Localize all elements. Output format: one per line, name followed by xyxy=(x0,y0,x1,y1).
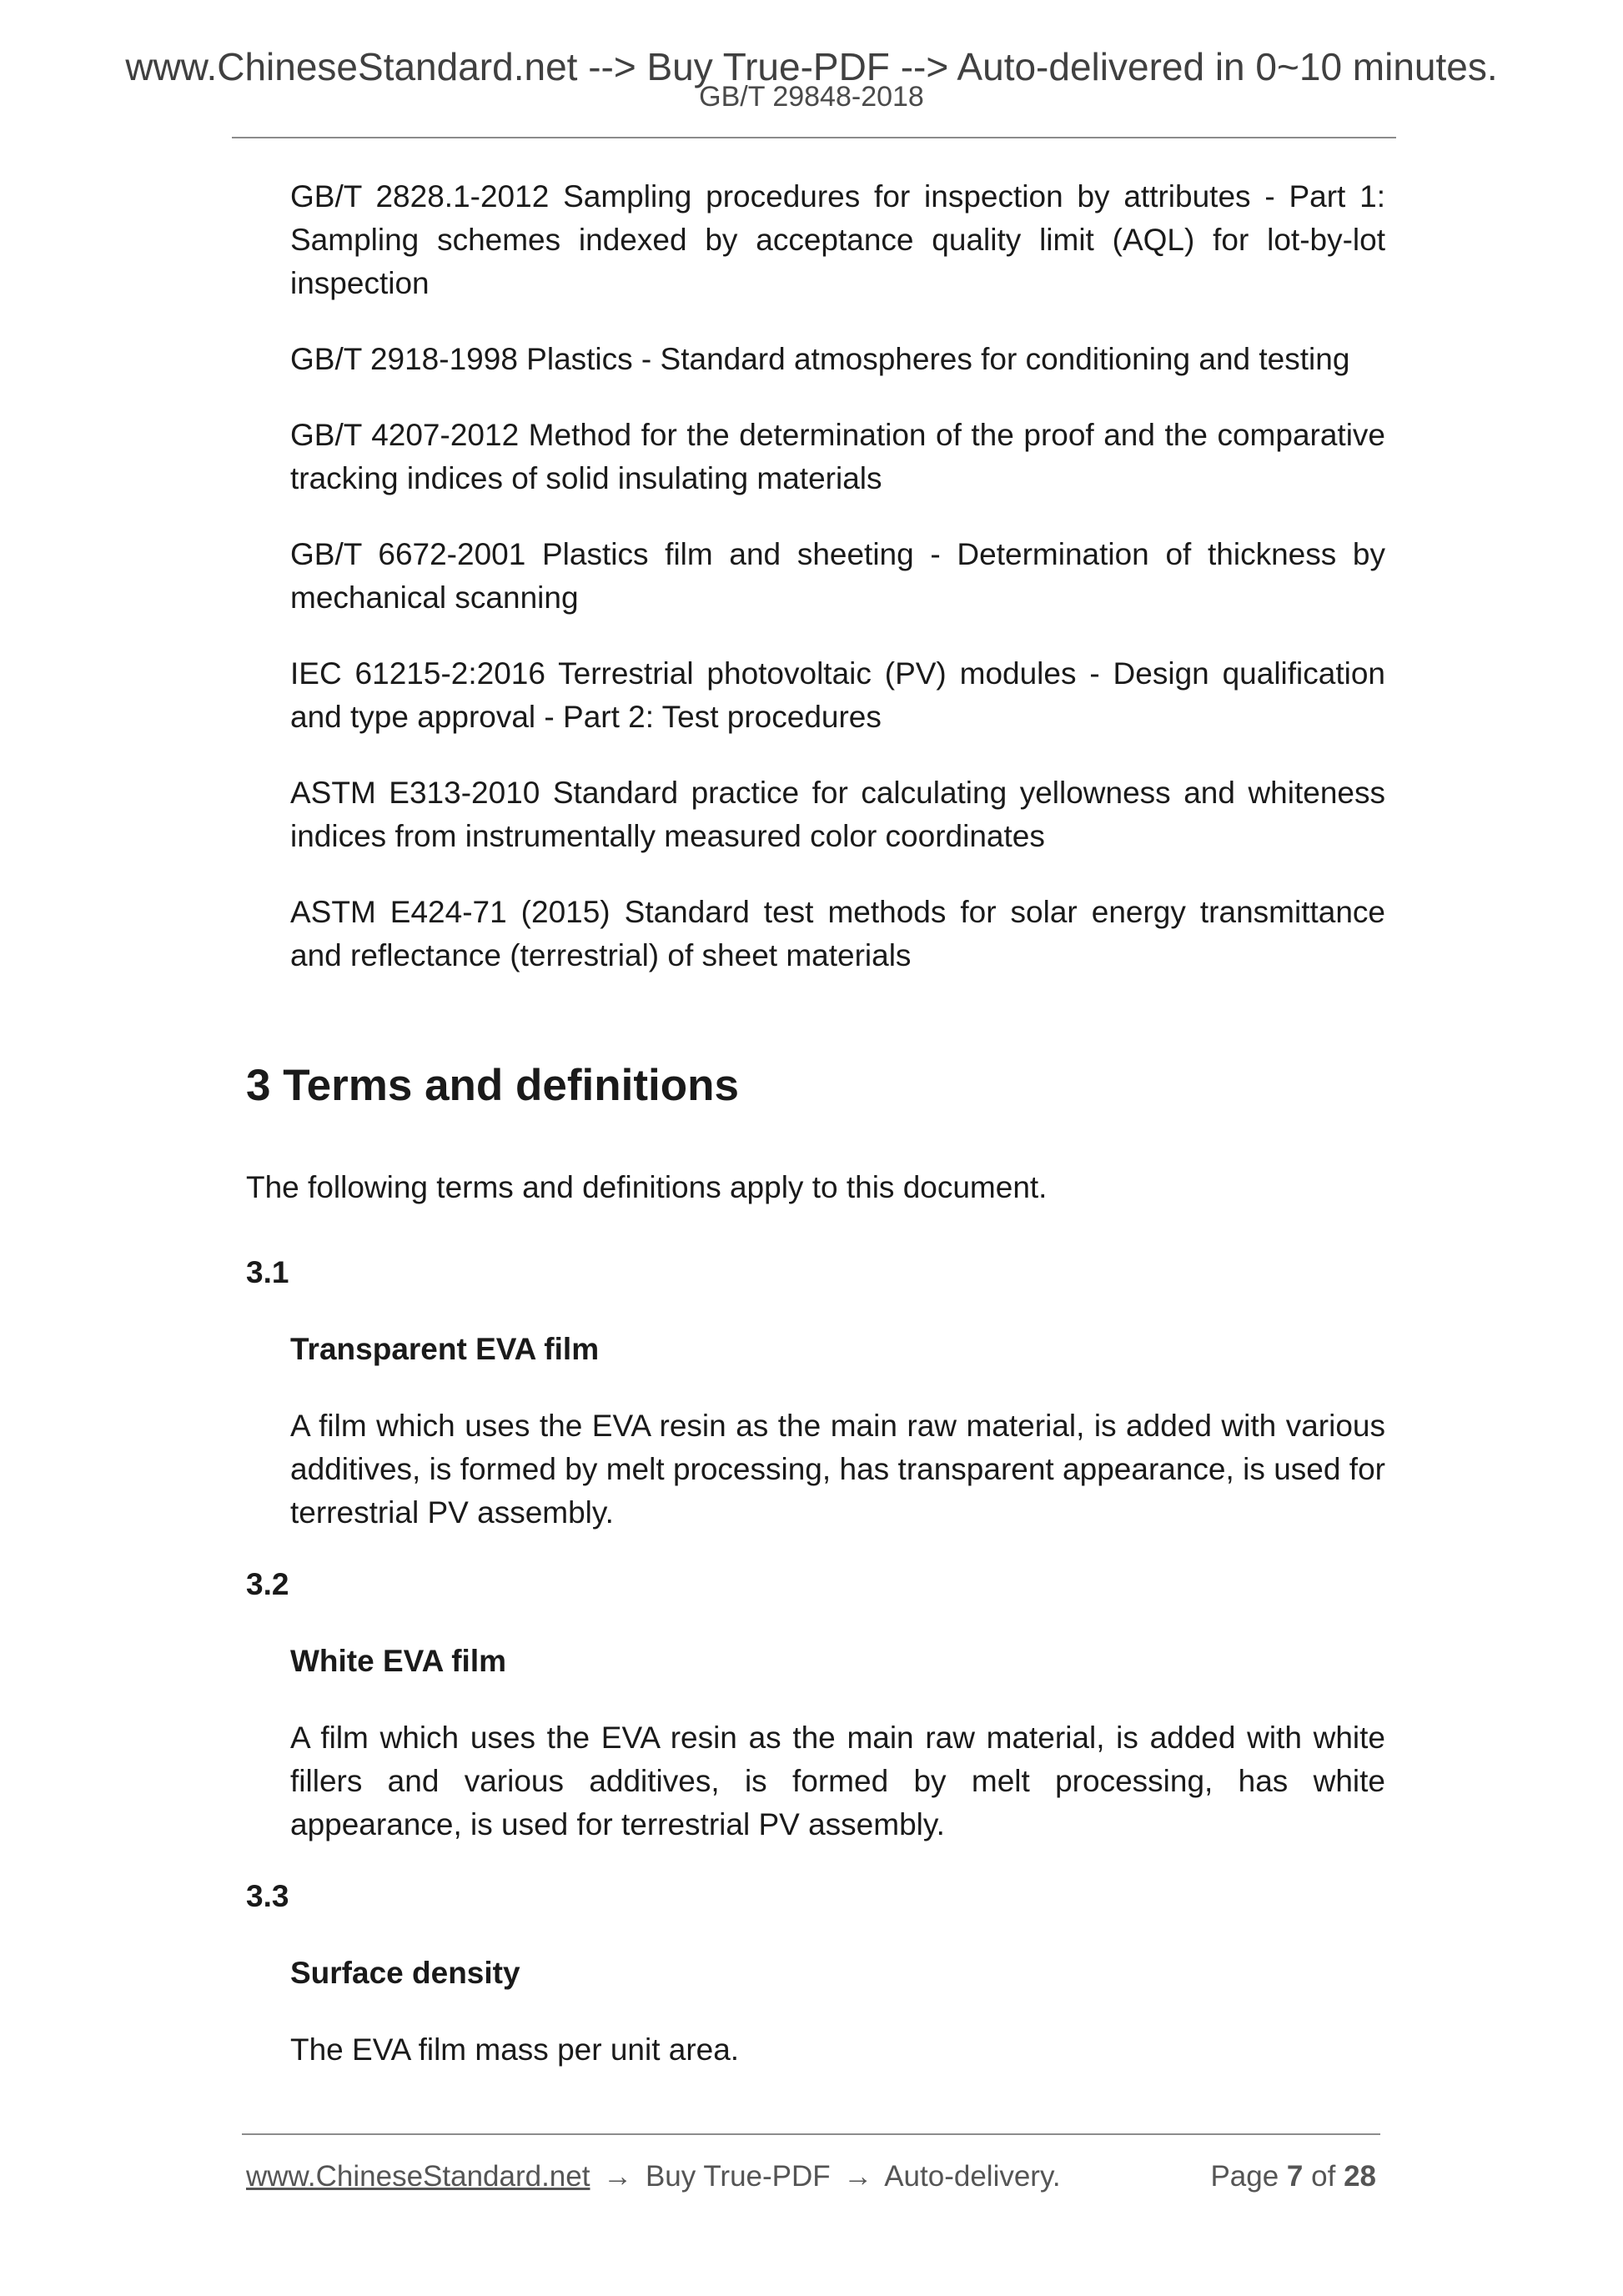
section-heading: 3 Terms and definitions xyxy=(246,1061,739,1110)
term-number: 3.3 xyxy=(246,1879,289,1913)
footer-divider xyxy=(242,2133,1380,2135)
reference-item: GB/T 6672-2001 Plastics film and sheeting - Determination of thickness by mechanical scanning xyxy=(290,537,1385,615)
section-intro: The following terms and definitions apply to this document. xyxy=(246,1170,1048,1204)
term-name: Surface density xyxy=(290,1956,520,1990)
document-code: GB/T 29848-2018 xyxy=(699,81,924,113)
page-current: 7 xyxy=(1286,2160,1304,2193)
term-number: 3.2 xyxy=(246,1567,289,1601)
footer-site-link[interactable]: www.ChineseStandard.net xyxy=(246,2160,590,2193)
arrow-right-icon: → xyxy=(843,2160,873,2193)
reference-item: ASTM E313-2010 Standard practice for calculating yellowness and whiteness indices from instrumentally measured color coordinates xyxy=(290,776,1385,853)
term-definition: A film which uses the EVA resin as the main raw material, is added with white fillers and various additives, is formed by melt processing, has white appearance, is used for terrestrial PV assembly. xyxy=(290,1721,1385,1841)
arrow-right-icon: → xyxy=(603,2160,633,2193)
reference-item: IEC 61215-2:2016 Terrestrial photovoltaic (PV) modules - Design qualification and type approval - Part 2: Test procedures xyxy=(290,656,1385,734)
normative-references-list xyxy=(290,175,1385,1010)
reference-item: ASTM E424-71 (2015) Standard test methods for solar energy transmittance and reflectance (terrestrial) of sheet materials xyxy=(290,895,1385,972)
footer-promo xyxy=(246,2158,1061,2195)
term-number: 3.1 xyxy=(246,1255,289,1289)
page-of-label: of xyxy=(1311,2160,1336,2193)
reference-item: GB/T 2918-1998 Plastics - Standard atmospheres for conditioning and testing xyxy=(290,342,1350,376)
term-name: Transparent EVA film xyxy=(290,1332,600,1366)
reference-item: GB/T 4207-2012 Method for the determination of the proof and the comparative tracking indices of solid insulating materials xyxy=(290,418,1385,495)
page-label: Page xyxy=(1210,2160,1279,2193)
page-total: 28 xyxy=(1344,2160,1376,2193)
footer-buy-text: Buy True-PDF xyxy=(645,2160,831,2193)
page-indicator xyxy=(1210,2158,1376,2195)
reference-item: GB/T 2828.1-2012 Sampling procedures for inspection by attributes - Part 1: Sampling schemes indexed by acceptance quality limit (AQL) for lot-by-lot inspection xyxy=(290,179,1385,300)
term-definition: A film which uses the EVA resin as the main raw material, is added with various additives, is formed by melt processing, has transparent appearance, is used for terrestrial PV assembly. xyxy=(290,1409,1385,1530)
footer-delivery-text: Auto-delivery. xyxy=(884,2160,1061,2193)
header-divider xyxy=(232,137,1396,138)
term-name: White EVA film xyxy=(290,1644,506,1678)
top-banner-link[interactable]: www.ChineseStandard.net --> Buy True-PDF --> Auto-delivered in 0~10 minutes. xyxy=(125,45,1498,88)
term-definition: The EVA film mass per unit area. xyxy=(290,2032,740,2067)
